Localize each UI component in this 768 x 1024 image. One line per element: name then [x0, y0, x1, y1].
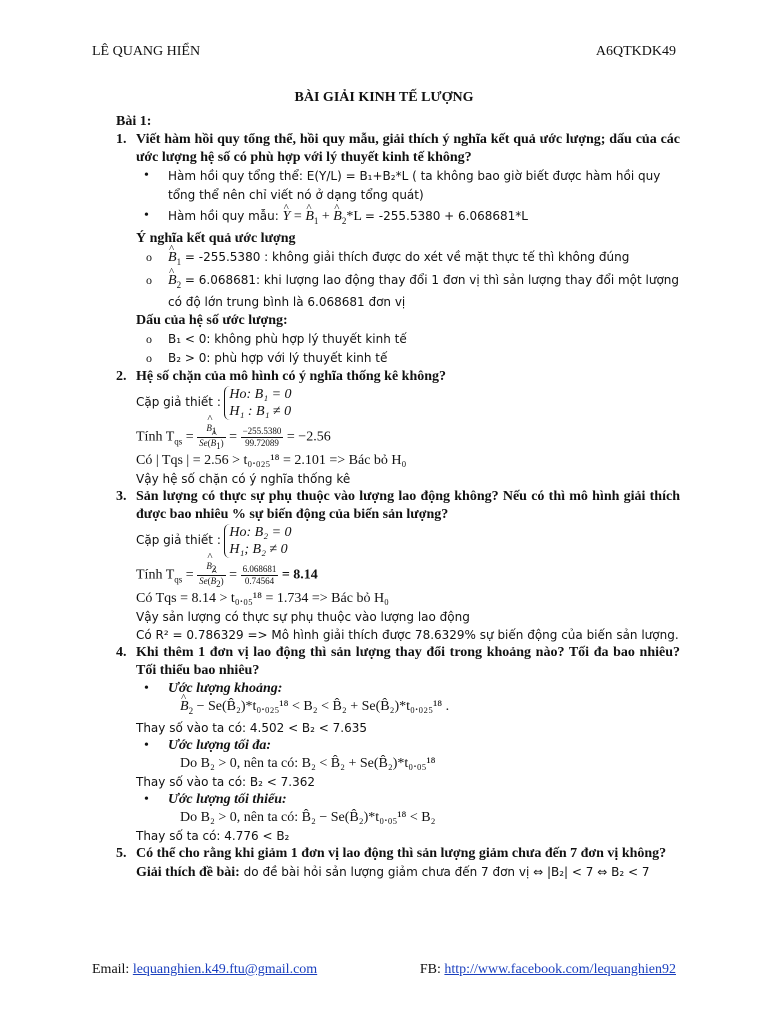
question-5: 5. Có thể cho rằng khi giảm 1 đơn vị lao động thì sản lượng giảm chưa đến 7 đơn vị không? [116, 846, 667, 862]
explanation: Giải thích đề bài: do đề bài hỏi sản lượng giảm chưa đến 7 đơn vị ⇔ |B₂| < 7 ⇔ B₂ < 7 [136, 865, 650, 881]
min-result: Thay số ta có: 4.776 < B₂ [136, 829, 290, 844]
list-item: • Ước lượng khoảng: [144, 680, 283, 696]
conclusion: Vậy sản lượng có thực sự phụ thuộc vào lượng lao động [136, 609, 470, 624]
hypothesis-pair: Cặp giả thiết : Ho: B₂ = 0 H₁; B₂ ≠ 0 [136, 524, 292, 557]
comparison: Có Tqs = 8.14 > t₀.₀₅¹⁸ = 1.734 => Bác bỏ H₀ [136, 590, 389, 606]
r-squared-note: Có R² = 0.786329 => Mô hình giải thích được 78.6329% sự biến động của biến sản lượng. [136, 627, 679, 642]
list-item: • Ước lượng tối đa: [144, 738, 272, 754]
question-1: 1. Viết hàm hồi quy tổng thể, hồi quy mẫu, giải thích ý nghĩa kết quả ước lượng; dấu của các ước lượng hệ số có phù hợp với lý thuyết kinh tế không? [116, 132, 680, 165]
class-code: A6QTKDK49 [595, 44, 676, 59]
max-formula: Do B₂ > 0, nên ta có: B₂ < B̂₂ + Se(B̂₂)*t₀.₀₅¹⁸ [180, 756, 436, 772]
facebook-link[interactable]: http://www.facebook.com/lequanghien92 [444, 962, 676, 977]
email-line: Email: lequanghien.k49.ftu@gmail.com [92, 962, 318, 977]
sign-heading: Dấu của hệ số ước lượng: [136, 313, 288, 329]
question-1-text: Viết hàm hồi quy tổng thể, hồi quy mẫu, giải thích ý nghĩa kết quả ước lượng; dấu của các ước lượng hệ số có phù hợp với lý thuyết kinh tế không? [136, 132, 680, 165]
facebook-line: FB: http://www.facebook.com/lequanghien92 [419, 962, 676, 977]
meaning-heading: Ý nghĩa kết quả ước lượng [136, 230, 296, 246]
email-link[interactable]: lequanghien.k49.ftu@gmail.com [132, 962, 318, 977]
exercise-label: Bài 1: [116, 114, 152, 129]
list-item: o ^ $B_2 = 6.068681$: khi lượng lao động thay đổi 1 đơn vị thì sản lượng thay đổi một lượng có độ lớn trung bình là 6.068681 đơn vị [116, 271, 680, 313]
hypothesis-pair: Cặp giả thiết : Ho: B₁ = 0 H₁ : B₁ ≠ 0 [136, 387, 292, 420]
question-2: 2. Hệ số chặn của mô hình có ý nghĩa thống kê không? [116, 369, 447, 385]
list-item: • Ước lượng tối thiểu: [144, 792, 287, 808]
conclusion: Vậy hệ số chặn có ý nghĩa thống kê [136, 471, 351, 486]
author-name: LÊ QUANG HIỂN [92, 44, 201, 59]
max-result: Thay số vào ta có: B₂ < 7.362 [136, 775, 315, 790]
list-item: o B₂ > 0: phù hợp với lý thuyết kinh tế [146, 351, 388, 366]
document-body [116, 113, 680, 882]
interval-result: Thay số vào ta có: 4.502 < B₂ < 7.635 [136, 721, 368, 736]
list-item: o ^ $B_1 = -255.5380$ : không giải thích được do xét về mặt thực tế thì không đúng [116, 248, 680, 271]
comparison: Có | Tqs | = 2.56 > t₀.₀₂₅¹⁸ = 2.101 => Bác bỏ H₀ [136, 452, 407, 468]
page-header [92, 44, 676, 64]
list-item: • Hàm hồi quy mẫu: ^ Y = ^ $B_1$ + ^ $B_2*L = -255.5380 + 6.068681*L$ [116, 207, 680, 230]
list-item: o B₁ < 0: không phù hợp lý thuyết kinh tế [146, 332, 407, 347]
test-statistic: Tính $T_{qs}$ = ^ $\frac{B_1}{Se(\^{} B_1)}$ = $\frac{-255.5380}{99.72089}$ = −2.56 [116, 423, 680, 452]
test-statistic: Tính $T_{qs}$ = ^ $\frac{B_2}{Se(\^{} B_2)}$ = $\frac{6.068681}{0.74564}$ = 8.14 [116, 561, 680, 590]
question-4: 4. Khi thêm 1 đơn vị lao động thì sản lượng thay đổi trong khoảng nào? Tối đa bao nhiêu? Tối thiểu bao nhiêu? [116, 644, 680, 678]
page-title: BÀI GIẢI KINH TẾ LƯỢNG [294, 90, 474, 105]
question-3: 3. Sản lượng có thực sự phụ thuộc vào lượng lao động không? Nếu có thì mô hình giải thích được bao nhiêu % sự biến động của biến sản lượng? [116, 488, 680, 522]
list-item: • Hàm hồi quy tổng thể: E(Y/L) = B₁+B₂*L ( ta không bao giờ biết được hàm hồi quy tổng thể nên chỉ viết nó ở dạng tổng quát) [144, 168, 661, 202]
interval-formula: ^ $B_2$ − Se(B̂₂)*t₀.₀₂₅¹⁸ < B₂ < B̂₂ + Se(B̂₂)*t₀.₀₂₅¹⁸ . [116, 698, 680, 720]
min-formula: Do B₂ > 0, nên ta có: B̂₂ − Se(B̂₂)*t₀.₀₅¹⁸ < B₂ [180, 810, 436, 826]
